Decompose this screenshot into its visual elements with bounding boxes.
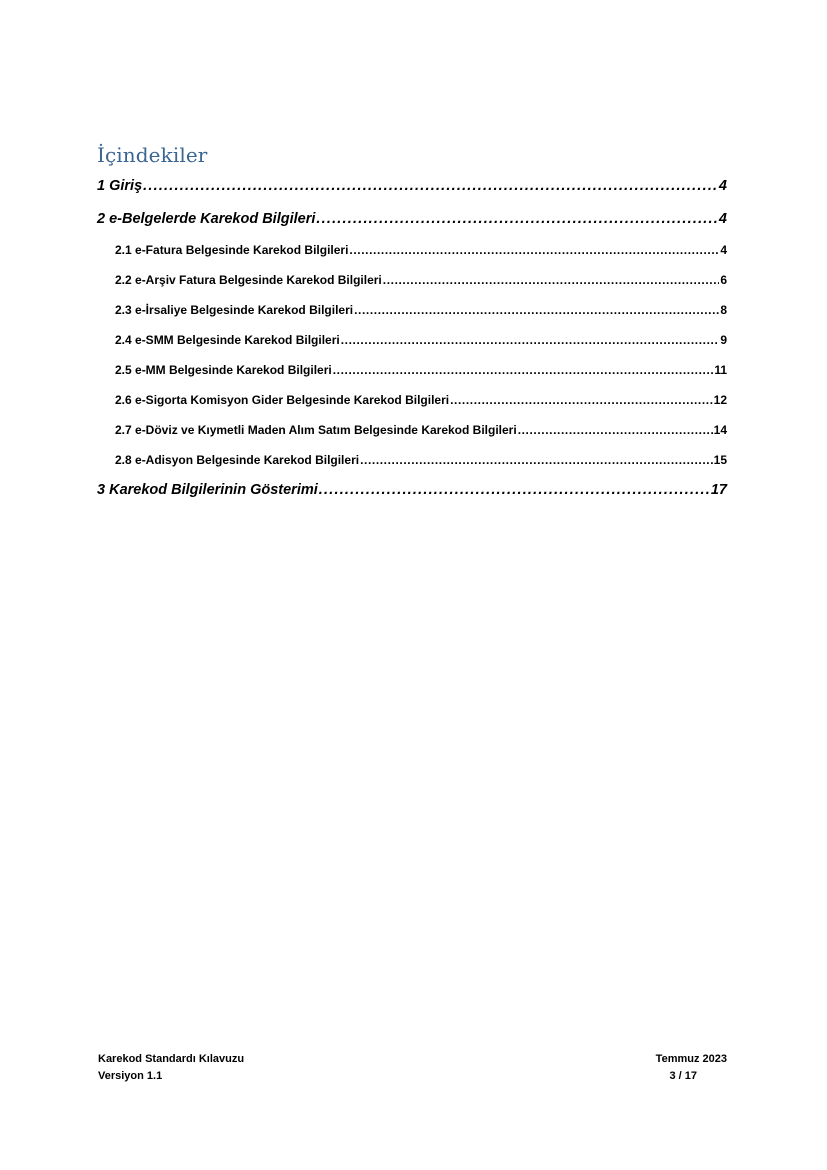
toc-entry-e-doviz[interactable] (97, 423, 727, 437)
toc-title: İçindekiler (97, 143, 208, 167)
toc-entry-e-smm[interactable] (97, 333, 727, 347)
toc-entry-page: 9 (720, 333, 727, 347)
toc-entry-page: 17 (710, 482, 727, 498)
toc-entry-e-adisyon[interactable] (97, 453, 727, 467)
toc-entry-page: 6 (720, 273, 727, 287)
toc-entry-label: 2.8 e-Adisyon Belgesinde Karekod Bilgileri (115, 453, 360, 467)
toc-entry-e-belgelerde[interactable] (97, 211, 727, 227)
footer-right (600, 1051, 727, 1085)
toc-entry-label: 2.2 e-Arşiv Fatura Belgesinde Karekod Bilgileri (115, 273, 382, 287)
toc-entry-label: 2.5 e-MM Belgesinde Karekod Bilgileri (115, 363, 332, 377)
dot-leader (319, 482, 710, 498)
dot-leader (383, 273, 720, 287)
dot-leader (349, 243, 719, 257)
dot-leader (341, 333, 720, 347)
toc-entry-label: 2.6 e-Sigorta Komisyon Gider Belgesinde Karekod Bilgileri (115, 393, 450, 407)
toc-entry-page: 4 (718, 178, 727, 194)
footer-left (98, 1051, 244, 1085)
toc-entry-page: 12 (713, 393, 727, 407)
toc-entry-page: 11 (714, 363, 727, 377)
toc-entry-label: 2.7 e-Döviz ve Kıymetli Maden Alım Satım Belgesinde Karekod Bilgileri (115, 423, 517, 437)
toc-entry-page: 8 (720, 303, 727, 317)
dot-leader (143, 178, 718, 194)
toc-entry-page: 15 (713, 453, 727, 467)
toc-entry-page: 4 (718, 211, 727, 227)
toc-entry-label: 2.1 e-Fatura Belgesinde Karekod Bilgileri (115, 243, 349, 257)
dot-leader (316, 211, 718, 227)
footer-date: Temmuz 2023 (655, 1053, 727, 1065)
footer-page-indicator: 3 / 17 (669, 1070, 697, 1082)
dot-leader (360, 453, 713, 467)
toc-entry-e-mm[interactable] (97, 363, 727, 377)
toc-entry-e-irsaliye[interactable] (97, 303, 727, 317)
toc-entry-e-sigorta[interactable] (97, 393, 727, 407)
toc-entry-page: 14 (713, 423, 727, 437)
toc-entry-giris[interactable] (97, 178, 727, 194)
dot-leader (333, 363, 714, 377)
toc-entry-page: 4 (720, 243, 727, 257)
toc-entry-e-fatura[interactable] (97, 243, 727, 257)
dot-leader (450, 393, 713, 407)
toc-entry-label: 1 Giriş (97, 178, 143, 194)
toc-entry-label: 2.4 e-SMM Belgesinde Karekod Bilgileri (115, 333, 340, 347)
toc-entry-gosterimi[interactable] (97, 482, 727, 498)
toc-entry-label: 2.3 e-İrsaliye Belgesinde Karekod Bilgileri (115, 303, 354, 317)
dot-leader (518, 423, 713, 437)
footer-version: Versiyon 1.1 (98, 1070, 163, 1082)
toc-entry-label: 3 Karekod Bilgilerinin Gösterimi (97, 482, 318, 498)
toc-entry-label: 2 e-Belgelerde Karekod Bilgileri (97, 211, 316, 227)
dot-leader (354, 303, 719, 317)
toc-entry-e-arsiv[interactable] (97, 273, 727, 287)
footer-doc-title: Karekod Standardı Kılavuzu (98, 1053, 245, 1065)
